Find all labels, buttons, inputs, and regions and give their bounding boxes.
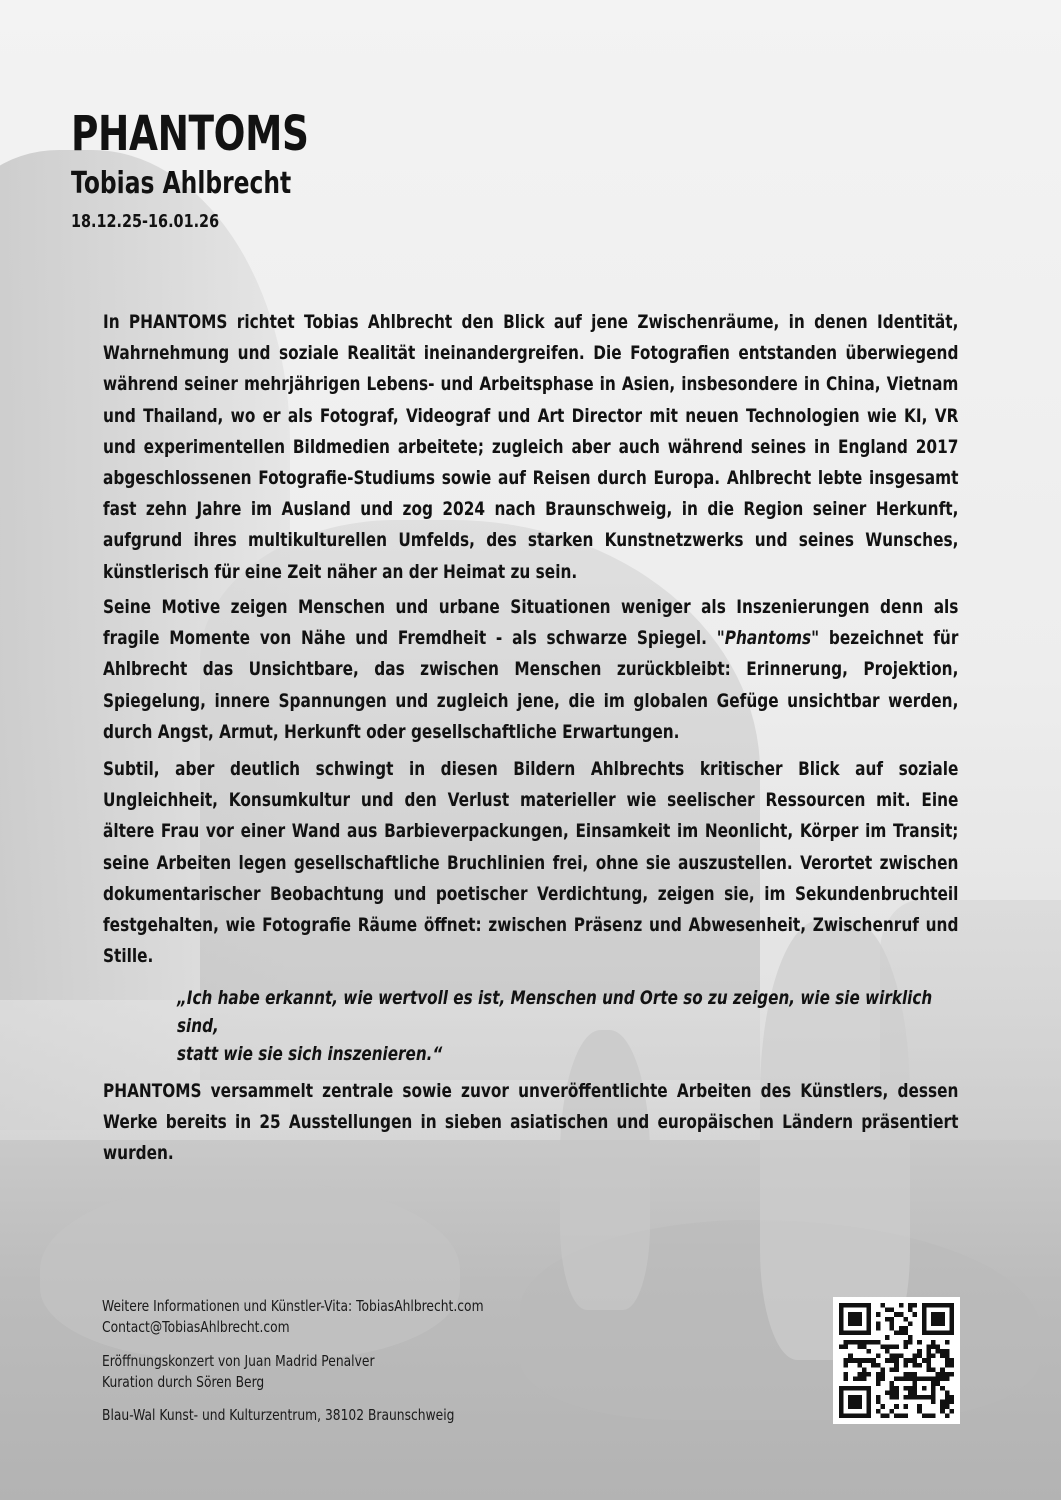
paragraph-intro: In PHANTOMS richtet Tobias Ahlbrecht den Blick auf jene Zwischenräume, in denen Identität, Wahrnehmung und soziale Realität ineinandergreifen. Die Fotografien entstanden überwiegend während seiner mehrjährigen Lebens- und Arbeitsphase in Asien, insbesondere in China, Vietnam und Thailand, wo er als Fotograf, Videograf und Art Director mit neuen Technologien wie KI, VR und experimentellen Bildmedien arbeitete; zugleich aber auch während seines in England 2017 abgeschlossenen Fotografie-Studiums sowie auf Reisen durch Europa. Ahlbrecht lebte insgesamt fast zehn Jahre im Ausland und zog 2024 nach Braunschweig, in die Region seiner Herkunft, aufgrund ihres multikulturellen Umfelds, des starken Kunstnetzwerks und seines Wunsches, künstlerisch für eine Zeit näher an der Heimat zu sein. [103,311,959,583]
footer-venue [102,1405,454,1426]
phantoms-emphasis: Phantoms [724,627,812,650]
paragraph-motifs-start: Seine Motive zeigen Menschen und urbane Situationen weniger als Inszenierungen denn als fragile Momente von Nähe und Fremdheit - als schwarze Spiegel. " [103,596,959,650]
venue-address: Blau-Wal Kunst- und Kulturzentrum, 38102 Braunschweig [102,1406,455,1424]
artist-name: Tobias Ahlbrecht [71,166,292,201]
paragraph-motifs-end: " bezeichnet für Ahlbrecht das Unsichtbare, das zwischen Menschen zurückbleibt: Erinnerung, Projektion, Spiegelung, innere Spannungen und zugleich jene, die im globalen Gefüge unsichtbar werden, durch Angst, Armut, Herkunft oder gesellschaftliche Erwartungen. [103,627,959,743]
info-link[interactable]: Weitere Informationen und Künstler-Vita: TobiasAhlbrecht.com [102,1297,484,1315]
exhibition-dates: 18.12.25-16.01.26 [71,211,220,232]
paragraph-motifs [103,592,958,748]
footer-contact [102,1296,484,1338]
exhibition-title: PHANTOMS [71,106,309,162]
footer-credits [102,1351,375,1393]
quote-line: „Ich habe erkannt, wie wertvoll es ist, Menschen und Orte so zu zeigen, wie sie wirklich sind, [177,987,933,1037]
quote-line: statt wie sie sich inszenieren.“ [177,1043,443,1065]
qr-code-icon[interactable] [833,1297,960,1424]
paragraph-summary: PHANTOMS versammelt zentrale sowie zuvor unveröffentlichte Arbeiten des Künstlers, dessen Werke bereits in 25 Ausstellungen in sieben asiatischen und europäischen Ländern präsentiert wurden. [103,1080,959,1165]
contact-email[interactable]: Contact@TobiasAhlbrecht.com [102,1318,290,1336]
qr-code-graphic [839,1303,954,1418]
paragraph-critique: Subtil, aber deutlich schwingt in diesen Bildern Ahlbrechts kritischer Blick auf soziale Ungleichheit, Konsumkultur und den Verlust materieller wie seelischer Ressourcen mit. Eine ältere Frau vor einer Wand aus Barbieverpackungen, Einsamkeit im Neonlicht, Körper im Transit; seine Arbeiten legen gesellschaftliche Bruchlinien frei, ohne sie auszustellen. Verortet zwischen dokumentarischer Beobachtung und poetischer Verdichtung, zeigen sie, im Sekundenbruchteil festgehalten, wie Fotografie Räume öffnet: zwischen Präsenz und Abwesenheit, Zwischenruf und Stille. [103,758,959,968]
curation-credit: Kuration durch Sören Berg [102,1373,265,1391]
concert-credit: Eröffnungskonzert von Juan Madrid Penalver [102,1352,375,1370]
artist-quote [177,984,977,1068]
